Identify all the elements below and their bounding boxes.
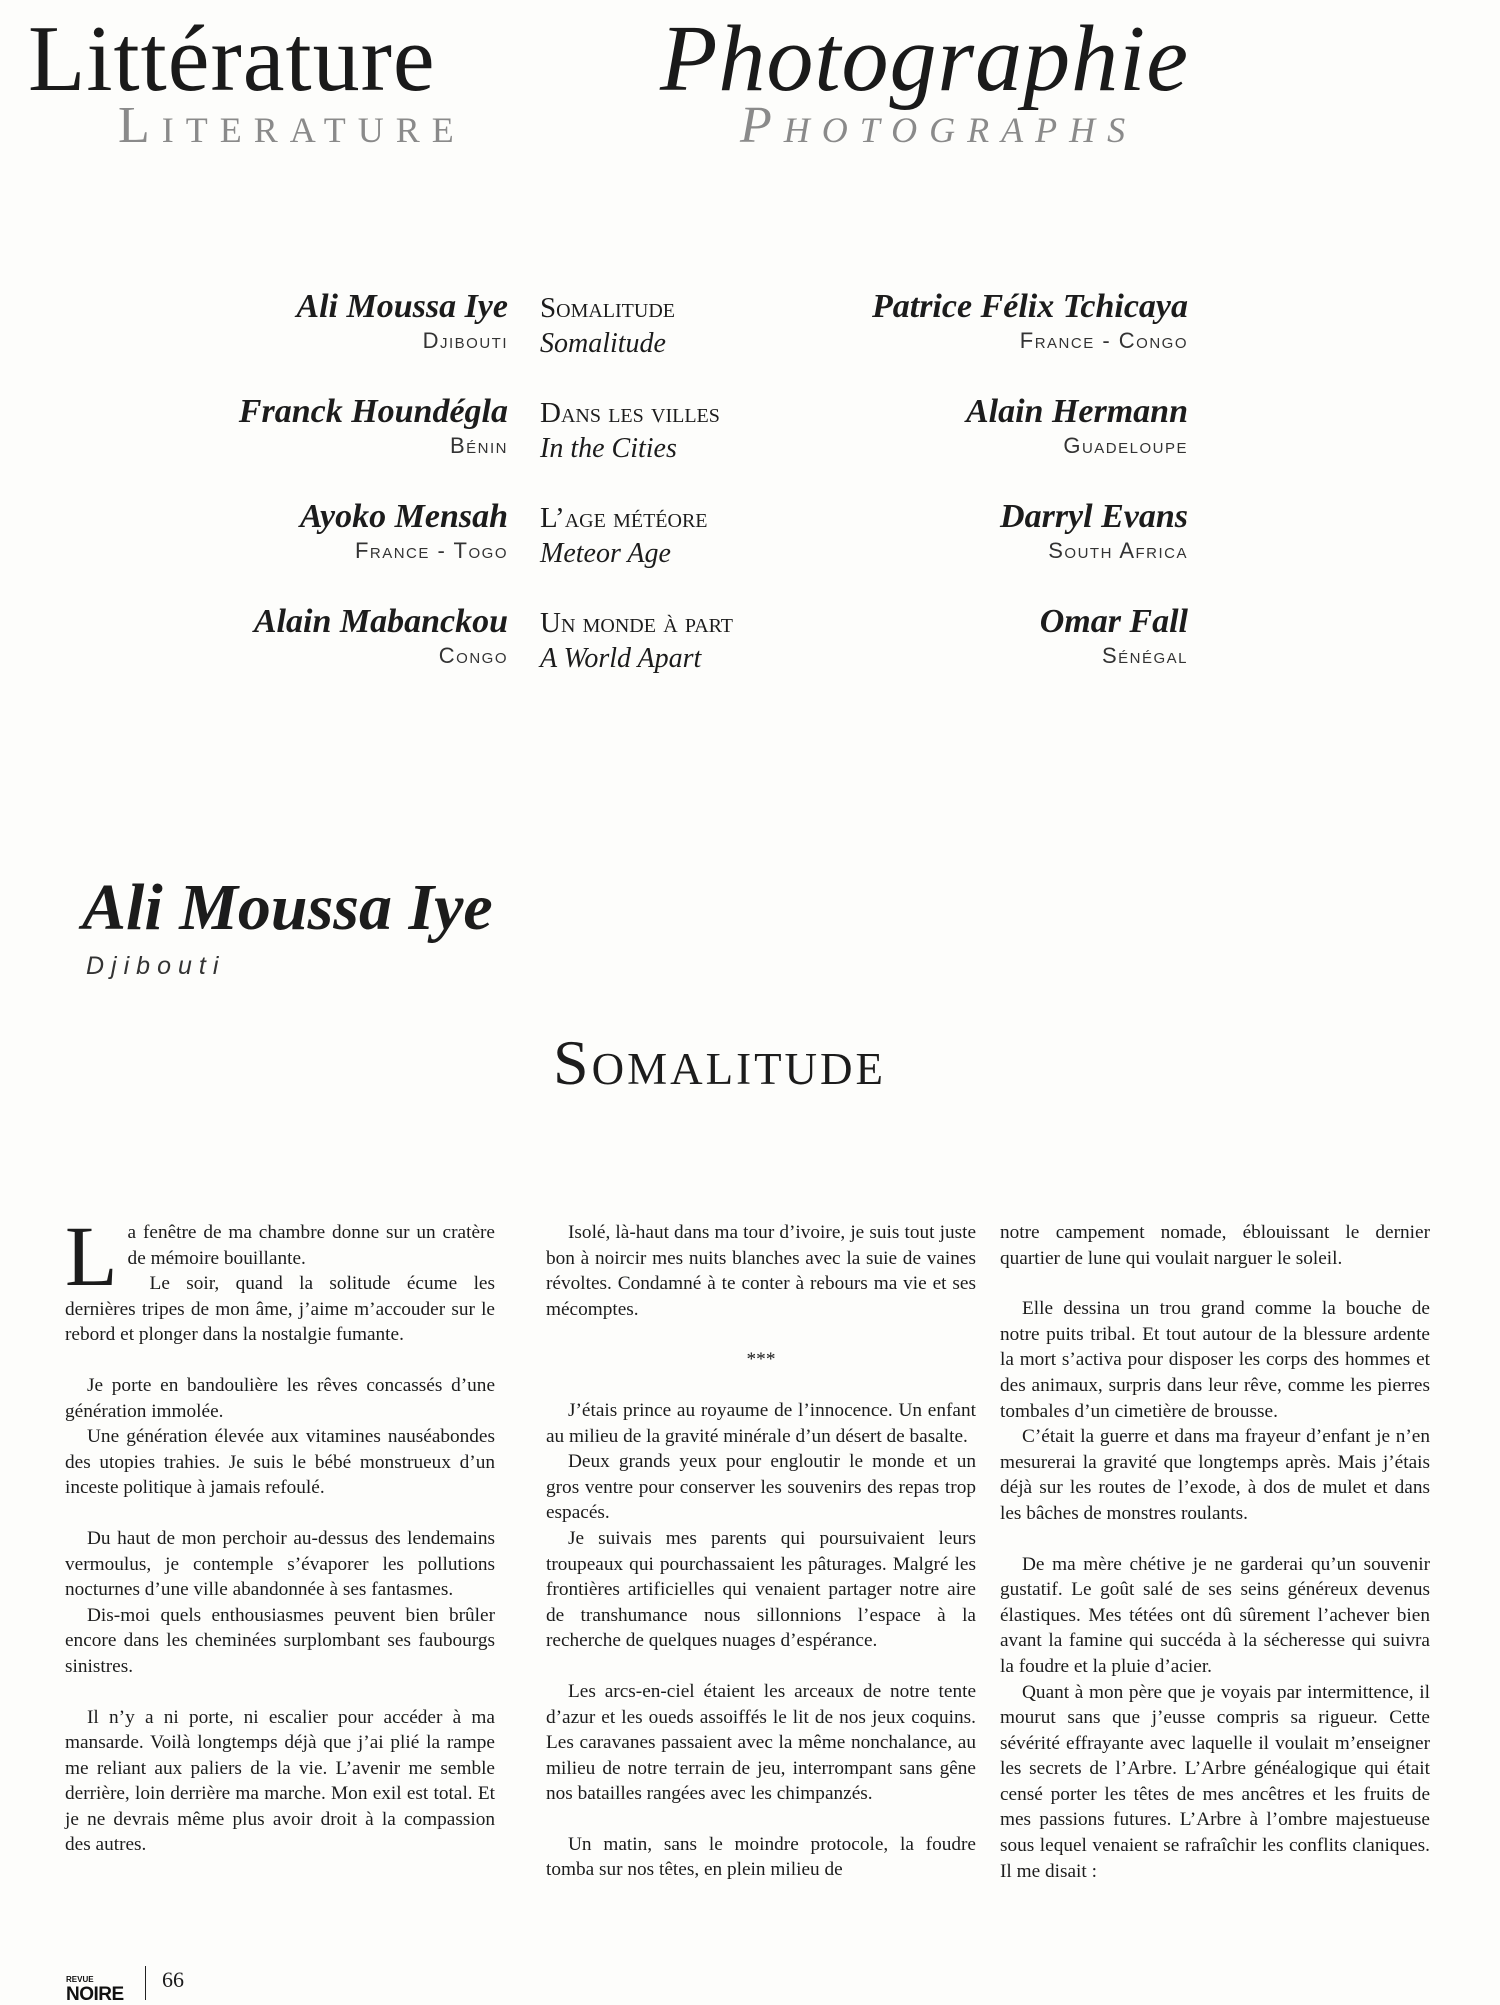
- toc-photographer: Omar Fall: [1039, 603, 1188, 640]
- paragraph: Je suivais mes parents qui poursuivaient leurs troupeaux qui pourchassaient les pâturages. Malgré les frontières artificielles qui venaient partager notre aire de transhumance nous sillonnions l’espace à la recherche de quelques nuages d’espérance.: [546, 1527, 976, 1652]
- logo-top-text: REVUE: [66, 1975, 94, 1984]
- toc-country: Congo: [438, 643, 508, 668]
- toc-photographer-country: Guadeloupe: [1063, 433, 1188, 458]
- paragraph: notre campement nomade, éblouissant le dernier quartier de lune qui voulait narguer le soleil.: [1000, 1222, 1430, 1269]
- paragraph: Il n’y a ni porte, ni escalier pour accéder à ma mansarde. Voilà longtemps déjà que j’ai plié la rampe me reliant aux paliers de la vie. L’avenir me semble derrière, loin derrière ma marche. Mon exil est total. Et je ne devrais même plus avoir droit à la compassion des autres.: [65, 1706, 495, 1856]
- literature-heading-fr: Littérature: [28, 7, 436, 111]
- paragraph: Un matin, sans le moindre protocole, la foudre tomba sur nos têtes, en plein milieu de: [546, 1833, 976, 1881]
- toc-author: Alain Mabanckou: [253, 603, 508, 640]
- logo-text: NOIRE: [66, 1984, 124, 2005]
- toc-country: France - Togo: [354, 538, 508, 563]
- toc-author: Franck Houndégla: [238, 393, 508, 430]
- toc-title-en: A World Apart: [540, 643, 702, 674]
- toc-author: Ali Moussa Iye: [296, 288, 508, 325]
- paragraph: Une génération élevée aux vitamines nauséabondes des utopies trahies. Je suis le bébé monstrueux d’un inceste politique à jamais refoulé.: [65, 1426, 495, 1499]
- article-title: Somalitude: [553, 1027, 887, 1098]
- paragraph: Isolé, là-haut dans ma tour d’ivoire, je suis tout juste bon à noircir mes nuits blanches avec la suie de vaines révoltes. Condamné à te conter à rebours ma vie et ses mécomptes.: [546, 1222, 976, 1320]
- toc-entry: [0, 498, 1500, 588]
- paragraph: Quant à mon père que je voyais par intermittence, il mourut sans que j’eusse compris sa rigueur. Cette sévérité effrayante avec laquelle il voulait m’enseigner les secrets de l’Arbre. L’Arbre généalogique qui était censé porter les têtes de mes ancêtres et les fruits de mes passions futures. L’Arbre à l’ombre majestueuse sous lequel venaient se rafraîchir les conflits claniques. Il me disait :: [1000, 1681, 1430, 1882]
- toc-photographer: Patrice Félix Tchicaya: [871, 288, 1188, 325]
- article-author: Ali Moussa Iye: [82, 871, 493, 944]
- toc-entry: [0, 393, 1500, 483]
- drop-cap: L: [65, 1208, 118, 1304]
- footer-divider: [145, 1966, 146, 2000]
- paragraph: Je porte en bandoulière les rêves concassés d’une génération immolée.: [65, 1374, 495, 1422]
- paragraph: J’étais prince au royaume de l’innocence. Un enfant au milieu de la gravité minérale d’un désert de basalte.: [546, 1399, 976, 1447]
- toc-entry: [0, 288, 1500, 378]
- toc-photographer: Darryl Evans: [1000, 498, 1188, 535]
- toc-country: Djibouti: [422, 328, 508, 353]
- toc-title-fr: Un monde à part: [540, 607, 733, 639]
- toc-photographer: Alain Hermann: [965, 393, 1188, 430]
- paragraph: C’était la guerre et dans ma frayeur d’enfant je n’en mesurerai la gravité que longtemps après. Mais j’étais déjà sur les routes de l’exode, à dos de mulet et dans les bâches de monstres roulants.: [1000, 1426, 1430, 1524]
- paragraph: Les arcs-en-ciel étaient les arceaux de notre tente d’azur et les oueds assoiffés le lit de nos jeux coquins. Les caravanes passaient avec la même nonchalance, au milieu de notre terrain de jeu, interrompant sans gêne nos batailles rangées avec les chimpanzés.: [546, 1680, 976, 1805]
- article-column-2: [546, 1220, 976, 1883]
- toc-photographer-country: South Africa: [1048, 538, 1188, 563]
- article-country: Djibouti: [86, 952, 226, 980]
- paragraph: Dis-moi quels enthousiasmes peuvent bien brûler encore dans les cheminées surplombant ses faubourgs sinistres.: [65, 1604, 495, 1677]
- paragraph: Deux grands yeux pour engloutir le monde et un gros ventre pour conserver les souvenirs des repas trop espacés.: [546, 1451, 976, 1524]
- toc-photographer-country: Sénégal: [1101, 643, 1188, 668]
- toc-title-en: Meteor Age: [540, 538, 671, 569]
- article-column-1: [65, 1208, 495, 1858]
- photography-heading-en: Photographs: [740, 97, 1138, 154]
- paragraph: Le soir, quand la solitude écume les dernières tripes de mon âme, j’aime m’accouder sur le rebord et plonger dans la nostalgie fumante.: [65, 1273, 495, 1346]
- toc-author: Ayoko Mensah: [299, 498, 508, 535]
- paragraph: Du haut de mon perchoir au-dessus des lendemains vermoulus, je contemple s’évaporer les pollutions nocturnes d’une ville abandonnée à ses fantasmes.: [65, 1527, 495, 1601]
- toc-title-fr: Dans les villes: [540, 397, 720, 429]
- article-column-3: [1000, 1220, 1430, 1884]
- paragraph-text: a fenêtre de ma chambre donne sur un cratère de mémoire bouillante.: [127, 1222, 495, 1269]
- paragraph: [65, 1208, 495, 1304]
- toc-photographer-country: France - Congo: [1019, 328, 1188, 353]
- paragraph: Elle dessina un trou grand comme la bouche de notre puits tribal. Et tout autour de la blessure ardente la mort s’activa pour disposer les corps des hommes et des animaux, surpris dans leur rêve, comme les pierres tombales d’un cimetière de brousse.: [1000, 1298, 1430, 1422]
- literature-heading-en: Literature: [118, 97, 466, 154]
- photography-heading-fr: Photographie: [660, 7, 1189, 111]
- page-number: 66: [162, 1967, 184, 1992]
- paragraph: De ma mère chétive je ne garderai qu’un souvenir gustatif. Le goût salé de ses seins généreux devenus élastiques. Mes tétées ont dû sûrement l’achever bien avant la famine qui succéda à la sécheresse qui suivra la foudre et la pluie d’acier.: [1000, 1553, 1430, 1677]
- toc-title-fr: L’age météore: [540, 502, 708, 534]
- toc-title-en: In the Cities: [540, 433, 677, 464]
- toc-title-fr: Somalitude: [540, 292, 675, 324]
- toc-entry: [0, 603, 1500, 693]
- toc-title-en: Somalitude: [540, 328, 666, 359]
- toc-country: Bénin: [449, 433, 508, 458]
- section-separator: ***: [746, 1349, 776, 1371]
